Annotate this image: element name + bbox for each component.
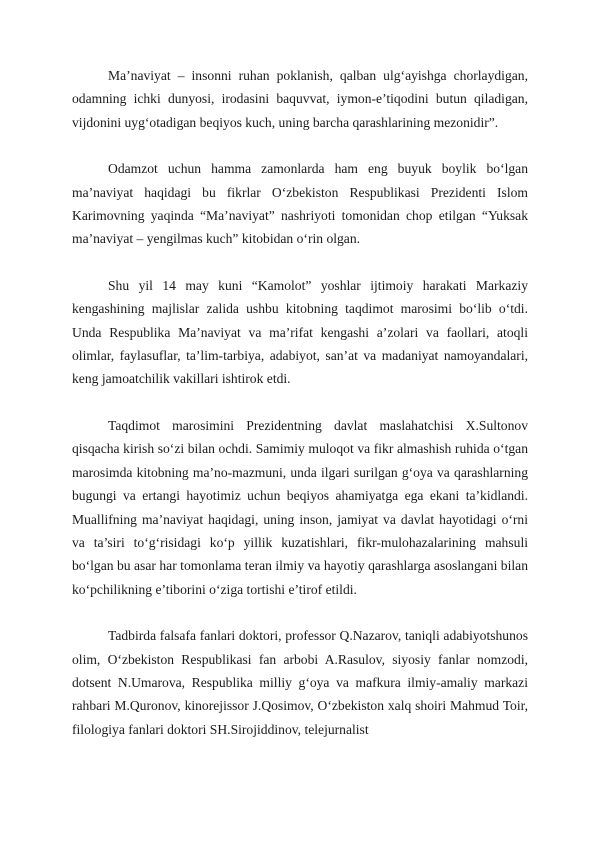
paragraph-1: Ma’naviyat – insonni ruhan poklanish, qalban ulg‘ayishga chorlaydigan, odamning ichki dunyosi, irodasini baquvvat, iymon-e’tiqodini butun qiladigan, vijdonini uyg‘otadigan beqiyos kuch, uning barcha qarashlarining mezonidir”. (72, 68, 528, 130)
paragraph-4: Taqdimot marosimini Prezidentning davlat maslahatchisi X.Sultonov qisqacha kirish so‘zi bilan ochdi. Samimiy muloqot va fikr almashish ruhida o‘tgan marosimda kitobning ma’no-mazmuni, unda ilgari surilgan g‘oya va qarashlarning bugungi va ertangi hayotimiz uchun beqiyos ahamiyatga ega ekani ta’kidlandi. Muallifning ma’naviyat haqidagi, uning inson, jamiyat va davlat hayotidagi o‘rni va ta’siri to‘g‘risidagi ko‘p yillik kuzatishlari, fikr-mulohazalarining mahsuli bo‘lgan bu asar har tomonlama teran ilmiy va hayotiy qarashlarga asoslangani bilan ko‘pchilikning e’tiborini o‘ziga tortishi e’tirof etildi. (72, 417, 528, 597)
document-body (72, 64, 528, 741)
paragraph-3: Shu yil 14 may kuni “Kamolot” yoshlar ijtimoiy harakati Markaziy kengashining majlislar zalida ushbu kitobning taqdimot marosimi bo‘lib o‘tdi. Unda Respublika Ma’naviyat va ma’rifat kengashi a’zolari va faollari, atoqli olimlar, faylasuflar, ta’lim-tarbiya, adabiyot, san’at va madaniyat namoyandalari, keng jamoatchilik vakillari ishtirok etdi. (72, 277, 528, 387)
paragraph-5: Tadbirda falsafa fanlari doktori, professor Q.Nazarov, taniqli adabiyotshunos olim, O‘zbekiston Respublikasi fan arbobi A.Rasulov, siyosiy fanlar nomzodi, dotsent N.Umarova, Respublika milliy g‘oya va mafkura ilmiy-amaliy markazi rahbari M.Quronov, kinorejissor J.Qosimov, O‘zbekiston xalq shoiri Mahmud Toir, filologiya fanlari doktori SH.Sirojiddinov, telejurnalist (72, 628, 528, 737)
paragraph-2: Odamzot uchun hamma zamonlarda ham eng buyuk boylik bo‘lgan ma’naviyat haqidagi bu fikrlar O‘zbekiston Respublikasi Prezidenti Islom Karimovning yaqinda “Ma’naviyat” nashriyoti tomonidan chop etilgan “Yuksak ma’naviyat – yengilmas kuch” kitobidan o‘rin olgan. (72, 161, 528, 247)
